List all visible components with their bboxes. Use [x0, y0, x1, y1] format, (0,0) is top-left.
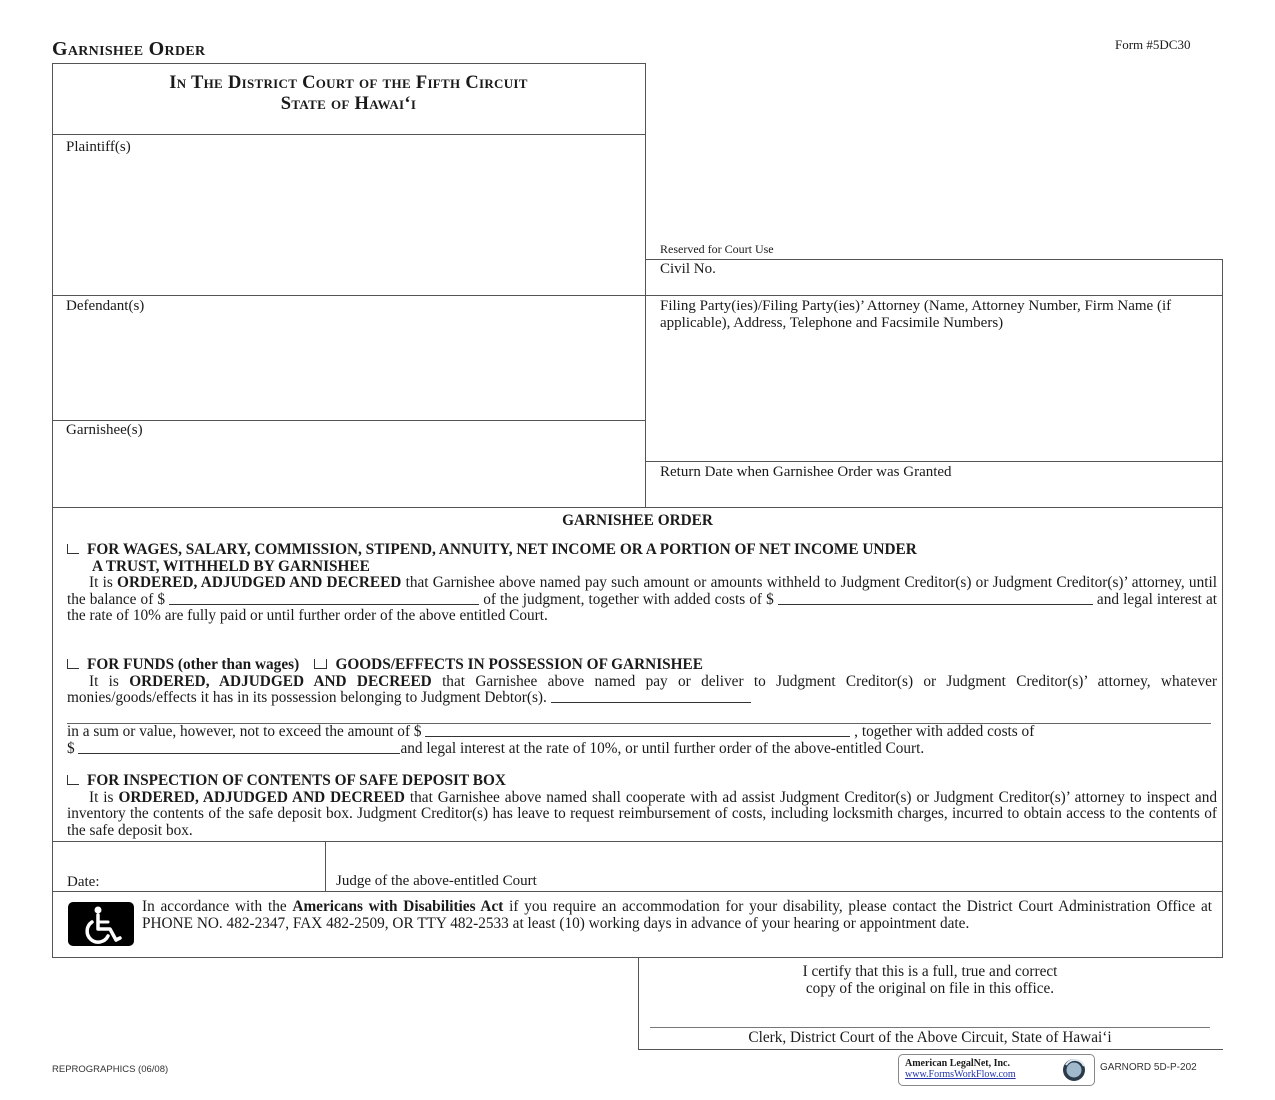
divider [52, 63, 53, 958]
divider [52, 891, 1223, 892]
divider [52, 507, 1223, 508]
emphasis-text: ORDERED, ADJUDGED AND DECREED [118, 788, 405, 806]
certification-text [640, 963, 1220, 997]
civil-no-field[interactable]: Civil No. [660, 261, 716, 277]
text: $ [67, 739, 75, 757]
vendor-url-link[interactable]: www.FormsWorkFlow.com [905, 1069, 1016, 1080]
funds-costs-line [67, 741, 1217, 758]
max-amount-field[interactable] [425, 724, 850, 737]
funds-added-costs-field[interactable] [78, 741, 400, 754]
divider [52, 420, 646, 421]
divider [52, 295, 1223, 296]
date-field[interactable]: Date: [67, 874, 100, 890]
return-date-field[interactable]: Return Date when Garnishee Order was Granted [660, 464, 952, 480]
divider [325, 841, 326, 892]
wages-paragraph [67, 575, 1217, 625]
divider [52, 134, 646, 135]
wages-heading-line-2: A TRUST, WITHHELD BY GARNISHEE [92, 557, 370, 575]
safe-deposit-label: FOR INSPECTION OF CONTENTS OF SAFE DEPOSIT BOX [87, 772, 506, 789]
vendor-name: American LegalNet, Inc. [905, 1058, 1010, 1069]
wheelchair-icon [68, 902, 134, 946]
judgment-balance-field[interactable] [169, 592, 479, 605]
text: of the judgment, together with added costs of $ [483, 590, 774, 608]
divider [645, 461, 1223, 462]
clerk-signature-line [650, 1027, 1210, 1028]
text: that Garnishee above named pay or deliver to Judgment Creditor(s) or Judgment Creditor(s)’ attorney, whatever monies/goods/effects it has in its possession belonging to Judgment Debtor(s). [67, 672, 1217, 706]
defendant-field[interactable]: Defendant(s) [66, 298, 145, 314]
text: It is [89, 574, 113, 591]
funds-amount-line [67, 724, 1217, 741]
text: It is [89, 672, 119, 690]
judgment-debtor-continued-field[interactable] [67, 707, 1211, 725]
judge-signature-field[interactable]: Judge of the above-entitled Court [336, 873, 537, 889]
form-code: GARNORD 5D-P-202 [1100, 1062, 1197, 1073]
text: if you require an accommodation for your disability, please contact the District Court Administration Office at PHONE NO. 482-2347, FAX 482-2509, OR TTY 482-2533 at least (10) working days in advance of your hearing or appointment date. [142, 898, 1213, 932]
court-name [52, 73, 645, 115]
text: in a sum or value, however, not to exceed the amount of $ [67, 723, 422, 740]
wages-heading-line-1: FOR WAGES, SALARY, COMMISSION, STIPEND, ANNUITY, NET INCOME OR A PORTION OF NET INCOME UNDER [87, 541, 917, 558]
reserved-court-use-label: Reserved for Court Use [660, 242, 774, 256]
form-number: Form #5DC30 [1115, 37, 1191, 52]
cert-line-1: I certify that this is a full, true and correct [802, 963, 1058, 980]
divider [638, 957, 639, 1050]
document-title: Garnishee Order [52, 38, 206, 60]
safe-deposit-paragraph [67, 790, 1217, 840]
text: that Garnishee above named shall cooperate with ad assist Judgment Creditor(s) or Judgment Creditor(s)’ attorney to inspect and inventory the contents of the safe deposit box. Judgment Creditor(s) has leave to request reimbursement of costs, including locksmith charges, incurred to obtain access to the contents of the safe deposit box. [67, 788, 1217, 839]
goods-checkbox[interactable] [314, 659, 327, 669]
divider [645, 259, 1223, 260]
divider [645, 63, 646, 508]
safe-deposit-section [67, 773, 1217, 839]
ada-act-name: Americans with Disabilities Act [292, 898, 504, 915]
funds-checkbox[interactable] [67, 659, 79, 669]
divider [52, 63, 646, 64]
reprographics-label: REPROGRAPHICS (06/08) [52, 1064, 169, 1075]
cert-line-2: copy of the original on file in this office. [805, 980, 1055, 997]
funds-heading [67, 657, 1217, 674]
wages-section [67, 542, 1217, 625]
emphasis-text: ORDERED, ADJUDGED AND DECREED [129, 672, 432, 690]
text: , together with added costs of [854, 723, 1035, 740]
added-costs-field[interactable] [778, 592, 1093, 605]
funds-label: FOR FUNDS (other than wages) [87, 656, 300, 673]
divider [638, 1049, 1223, 1050]
globe-logo-icon [1057, 1057, 1091, 1083]
order-heading: GARNISHEE ORDER [562, 512, 713, 529]
filing-party-field[interactable]: Filing Party(ies)/Filing Party(ies)’ Attorney (Name, Attorney Number, Firm Name (if applicable), Address, Telephone and Facsimile Numbers) [660, 298, 1172, 331]
plaintiff-field[interactable]: Plaintiff(s) [66, 139, 131, 155]
divider [52, 841, 1223, 842]
safe-deposit-heading [67, 773, 1217, 790]
text: and legal interest at the rate of 10%, or until further order of the above-entitled Court. [400, 739, 925, 757]
divider [1222, 259, 1223, 958]
emphasis-text: ORDERED, ADJUDGED AND DECREED [117, 574, 402, 591]
garnishee-field[interactable]: Garnishee(s) [66, 422, 143, 438]
judgment-debtor-field[interactable] [551, 690, 751, 703]
text: It is [89, 788, 114, 806]
funds-section [67, 657, 1217, 757]
text: and legal interest at the rate of 10% are fully paid or until further order of the above entitled Court. [67, 590, 1218, 624]
funds-paragraph [67, 674, 1217, 707]
goods-label: GOODS/EFFECTS IN POSSESSION OF GARNISHEE [335, 656, 703, 673]
text: that Garnishee above named pay such amount or amounts withheld to Judgment Creditor(s) or Judgment Creditor(s)’ attorney, until the balance of $ [67, 574, 1217, 608]
court-line-2: State of Hawai‘i [280, 94, 417, 114]
ada-notice [142, 899, 1212, 932]
wages-heading [67, 542, 1217, 559]
text: In accordance with the [142, 898, 287, 915]
wages-checkbox[interactable] [67, 544, 79, 554]
safe-deposit-checkbox[interactable] [67, 775, 79, 785]
clerk-signature-label: Clerk, District Court of the Above Circuit, State of Hawai‘i [748, 1029, 1112, 1046]
court-line-1: In The District Court of the Fifth Circuit [169, 73, 528, 93]
